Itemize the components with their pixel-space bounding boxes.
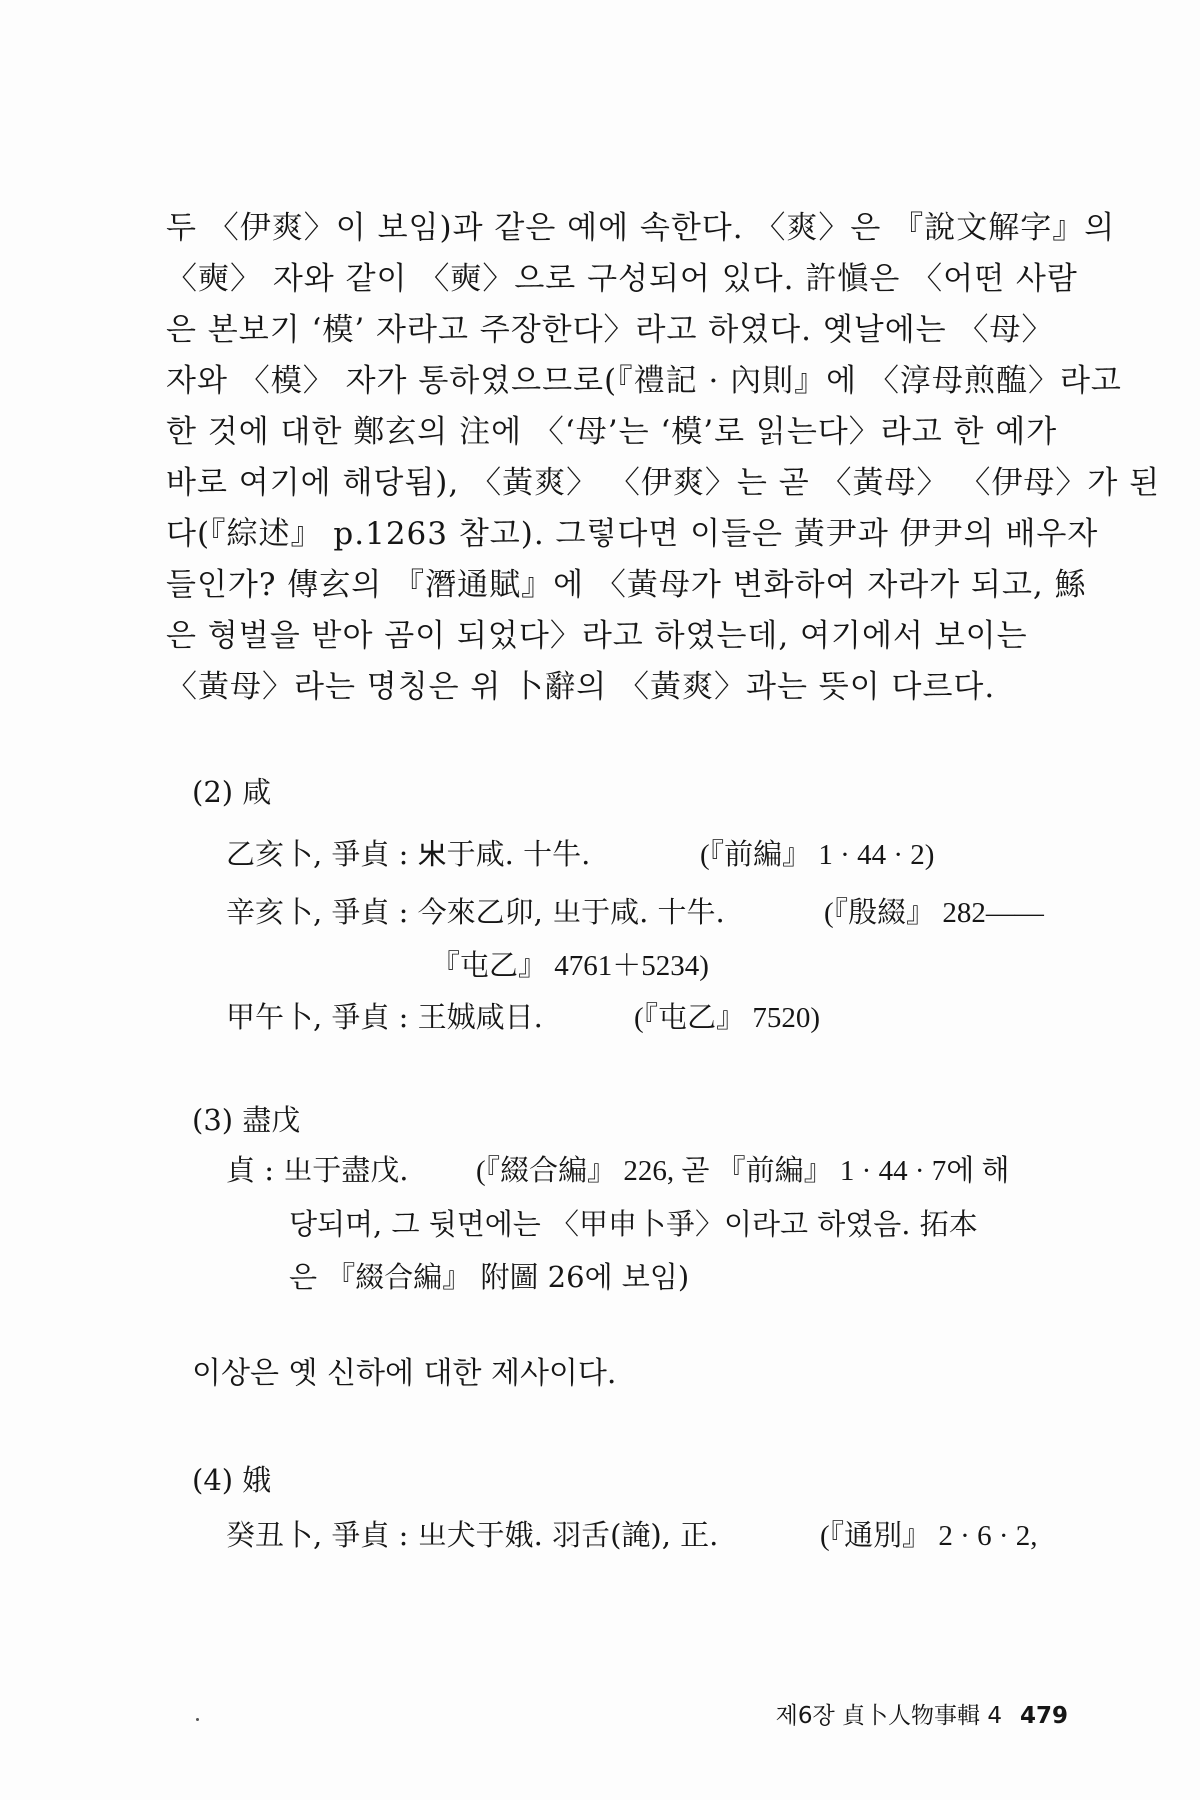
page-number: 479 bbox=[1019, 1703, 1068, 1729]
body-line: 은 본보기 ‘模’ 자라고 주장한다〉라고 하였다. 옛날에는 〈母〉 bbox=[166, 312, 1054, 348]
inscription-text: 癸丑卜, 爭貞 : 㞢犬于娥. 羽舌(䛳), 正. bbox=[226, 1518, 719, 1552]
inscription-citation: (『殷綴』 282—— bbox=[824, 897, 1044, 929]
inscription-text: 辛亥卜, 爭貞 : 今來乙卯, 㞢于咸. 十牛. bbox=[226, 895, 725, 929]
body-line: 〈奭〉 자와 같이 〈奭〉으로 구성되어 있다. 許愼은 〈어떤 사람 bbox=[166, 261, 1078, 297]
inscription-citation: (『通別』 2 · 6 · 2, bbox=[820, 1520, 1038, 1552]
body-paragraph bbox=[166, 203, 1161, 713]
section-4-heading: (4) 娥 bbox=[192, 1463, 272, 1497]
inscription-text: 貞 : 㞢于盡戊. bbox=[226, 1153, 409, 1187]
body-line: 자와 〈模〉 자가 통하였으므로(『禮記 · 內則』에 〈淳母煎醢〉라고 bbox=[166, 363, 1122, 399]
inscription-entry bbox=[226, 1513, 718, 1554]
body-line: 다(『綜述』 p.1263 참고). 그렇다면 이들은 黃尹과 伊尹의 배우자 bbox=[166, 516, 1099, 552]
inscription-citation: (『前編』 1 · 44 · 2) bbox=[700, 839, 935, 871]
body-line: 은 형벌을 받아 곰이 되었다〉라고 하였는데, 여기에서 보이는 bbox=[166, 618, 1028, 654]
inscription-citation: (『屯乙』 7520) bbox=[634, 1002, 821, 1034]
inscription-entry bbox=[226, 995, 543, 1036]
citation-note-line: 은 『綴合編』 附圖 26에 보임) bbox=[289, 1260, 690, 1294]
summary-sentence: 이상은 옛 신하에 대한 제사이다. bbox=[192, 1356, 617, 1391]
body-line: 한 것에 대한 鄭玄의 注에 〈‘母’는 ‘模’로 읽는다〉라고 한 예가 bbox=[166, 414, 1058, 450]
inscription-entry bbox=[226, 1148, 408, 1189]
scan-speck bbox=[196, 1718, 199, 1721]
body-line: 들인가? 傳玄의 『潛通賦』에 〈黃母가 변화하여 자라가 되고, 鯀 bbox=[166, 567, 1087, 603]
citation-note-line: 당되며, 그 뒷면에는 〈甲申卜爭〉이라고 하였음. 拓本 bbox=[289, 1207, 978, 1241]
running-head: 제6장 貞卜人物事輯 4 bbox=[775, 1703, 1002, 1729]
body-line: 바로 여기에 해당됨), 〈黃爽〉 〈伊爽〉는 곧 〈黃母〉 〈伊母〉가 된 bbox=[166, 465, 1161, 501]
inscription-entry bbox=[226, 890, 725, 931]
body-line: 〈黃母〉라는 명칭은 위 卜辭의 〈黃爽〉과는 뜻이 다르다. bbox=[166, 669, 996, 705]
section-3-heading: (3) 盡戊 bbox=[192, 1103, 301, 1137]
inscription-citation-continued: 『屯乙』 4761＋5234) bbox=[431, 950, 709, 982]
body-line: 두 〈伊爽〉이 보임)과 같은 예에 속한다. 〈爽〉은 『說文解字』의 bbox=[166, 210, 1116, 246]
inscription-entry bbox=[226, 832, 590, 873]
inscription-citation: (『綴合編』 226, 곧 『前編』 1 · 44 · 7에 해 bbox=[476, 1155, 1010, 1187]
inscription-text: 甲午卜, 爭貞 : 王娍咸日. bbox=[226, 1000, 543, 1034]
page-footer bbox=[700, 1697, 1068, 1730]
inscription-text: 乙亥卜, 爭貞 : 𣎵于咸. 十牛. bbox=[226, 837, 591, 871]
section-2-heading: (2) 咸 bbox=[192, 775, 272, 809]
